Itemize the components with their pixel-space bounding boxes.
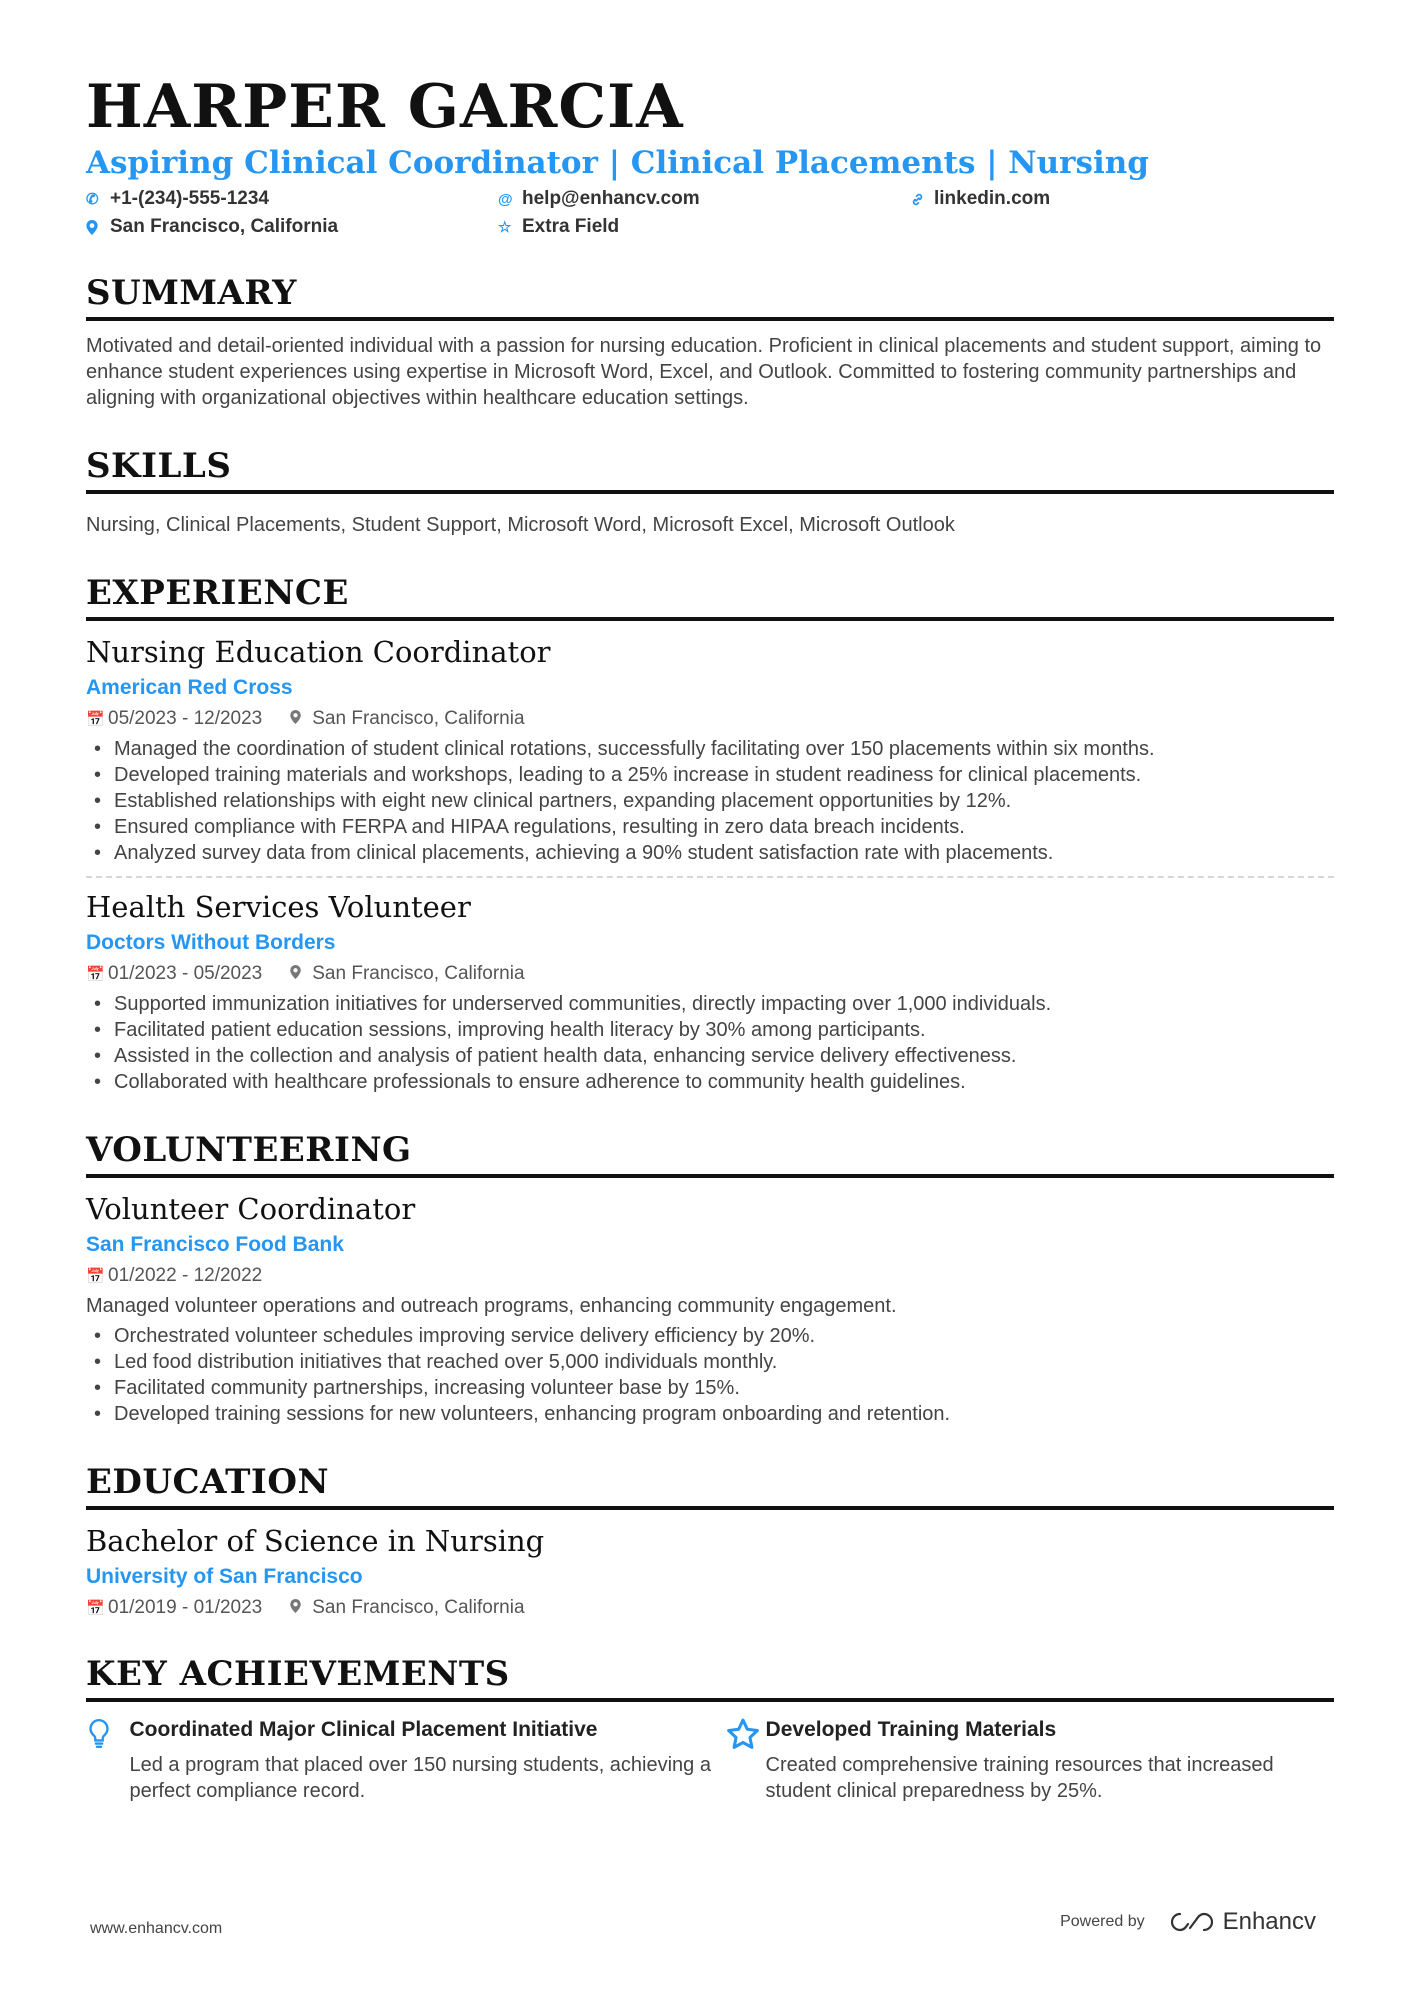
section-heading: EXPERIENCE [86,574,1334,621]
education-section [86,1463,1334,1619]
section-heading: EDUCATION [86,1463,1334,1510]
list-item: • Analyzed survey data from clinical placements, achieving a 90% student satisfaction rate with placements. [86,840,1334,866]
experience-entry [86,876,1334,1095]
achievement-item [86,1718,726,1804]
list-item: • Supported immunization initiatives for underserved communities, directly impacting over 1,000 individuals. [86,991,1334,1017]
achievement-description: Created comprehensive training resources that increased student clinical preparedness by 25%. [765,1753,1274,1802]
contact-email[interactable]: @ help@enhancv.com [498,188,700,210]
achievement-title: Coordinated Major Clinical Placement Initiative [129,1717,598,1741]
enhancv-logo[interactable] [1169,1908,1316,1936]
entry-dates: 05/2023 - 12/2023 [108,708,263,730]
entry-meta [86,1597,1334,1619]
contact-extra: ☆ Extra Field [498,216,620,238]
star-outline-icon: ☆ [498,219,512,237]
company-name: Doctors Without Borders [86,930,336,954]
list-item: • Assisted in the collection and analysis of patient health data, enhancing service delivery effectiveness. [86,1043,1334,1069]
achievement-title: Developed Training Materials [765,1717,1057,1741]
company-name: American Red Cross [86,676,293,700]
achievements-section [86,1655,1334,1804]
list-item: • Established relationships with eight new clinical partners, expanding placement opportunities by 12%. [86,788,1334,814]
job-title: Nursing Education Coordinator [86,635,551,670]
entry-location: San Francisco, California [312,1596,525,1618]
lightbulb-icon [86,1718,130,1804]
list-item: • Led food distribution initiatives that reached over 5,000 individuals monthly. [86,1349,1334,1375]
brand-name: Enhancv [1222,1908,1316,1935]
entry-meta [86,963,1334,985]
calendar-icon: 📅 [86,965,105,983]
list-item: • Developed training materials and workshops, leading to a 25% increase in student readiness for clinical placements. [86,762,1334,788]
location-pin-icon [290,965,312,983]
summary-section [86,274,1334,411]
candidate-name: HARPER GARCIA [86,72,684,142]
school-name: University of San Francisco [86,1564,363,1588]
section-heading: SKILLS [86,447,1334,494]
location-pin-icon [290,1599,312,1617]
phone-icon: ✆ [86,191,99,209]
bullet-list [86,991,1334,1095]
entry-dates: 01/2022 - 12/2022 [108,1264,263,1286]
volunteering-section [86,1131,1334,1427]
section-heading: SUMMARY [86,274,1334,321]
location-pin-icon [290,710,312,728]
list-item: • Facilitated patient education sessions, improving health literacy by 30% among participants. [86,1017,1334,1043]
list-item: • Ensured compliance with FERPA and HIPAA regulations, resulting in zero data breach incidents. [86,814,1334,840]
organization-name: San Francisco Food Bank [86,1232,344,1256]
enhancv-logo-icon [1169,1911,1215,1933]
contact-info [86,188,1334,238]
calendar-icon: 📅 [86,1599,105,1617]
resume-page [86,74,1334,1804]
entry-location: San Francisco, California [312,708,525,730]
job-title: Health Services Volunteer [86,890,471,925]
degree-title: Bachelor of Science in Nursing [86,1523,545,1558]
powered-by-label: Powered by [1060,1913,1145,1930]
calendar-icon: 📅 [86,711,105,729]
contact-linkedin[interactable]: linkedin.com [910,188,1210,210]
at-icon: @ [498,190,513,208]
experience-section [86,574,1334,1095]
contact-location: San Francisco, California [86,216,498,238]
volunteer-description: Managed volunteer operations and outreach programs, enhancing community engagement. [86,1294,897,1317]
volunteering-entry [86,1192,1334,1427]
section-heading: KEY ACHIEVEMENTS [86,1655,1334,1702]
list-item: • Facilitated community partnerships, increasing volunteer base by 15%. [86,1375,1334,1401]
bullet-list [86,736,1334,866]
calendar-icon: 📅 [86,1267,105,1285]
skills-section [86,447,1334,538]
achievements-grid [86,1718,1334,1804]
list-item: • Collaborated with healthcare professionals to ensure adherence to community health guidelines. [86,1069,1334,1095]
achievement-item [726,1718,1326,1804]
entry-meta [86,708,1334,730]
candidate-title: Aspiring Clinical Coordinator | Clinical Placements | Nursing [86,145,1149,181]
skills-text: Nursing, Clinical Placements, Student Support, Microsoft Word, Microsoft Excel, Microsoft Outlook [86,514,955,537]
list-item: • Orchestrated volunteer schedules improving service delivery efficiency by 20%. [86,1323,1334,1349]
entry-dates: 01/2019 - 01/2023 [108,1596,263,1618]
entry-dates: 01/2023 - 05/2023 [108,962,263,984]
resume-header [86,74,1334,238]
bullet-list [86,1323,1334,1427]
volunteer-role: Volunteer Coordinator [86,1192,416,1227]
list-item: • Managed the coordination of student clinical rotations, successfully facilitating over 150 placements within six months. [86,736,1334,762]
footer-website[interactable]: www.enhancv.com [90,1920,223,1937]
education-entry [86,1524,1334,1619]
contact-phone[interactable]: ✆ +1-(234)-555-1234 [86,188,269,210]
footer-branding [1060,1908,1316,1936]
list-item: • Developed training sessions for new volunteers, enhancing program onboarding and retention. [86,1401,1334,1427]
summary-text: Motivated and detail-oriented individual with a passion for nursing education. Proficient in clinical placements and student support, aiming to enhance student experiences using expertise in Microsoft Word, Excel, and Outlook. Committed to fostering community partnerships and aligning with organizational objectives within healthcare education settings. [86,335,1322,410]
link-icon [910,192,934,207]
experience-entry [86,635,1334,866]
entry-meta [86,1265,1334,1287]
star-icon [726,1718,766,1804]
section-heading: VOLUNTEERING [86,1131,1334,1178]
achievement-description: Led a program that placed over 150 nursing students, achieving a perfect compliance record. [129,1753,711,1802]
location-pin-icon [86,220,110,235]
entry-location: San Francisco, California [312,962,525,984]
